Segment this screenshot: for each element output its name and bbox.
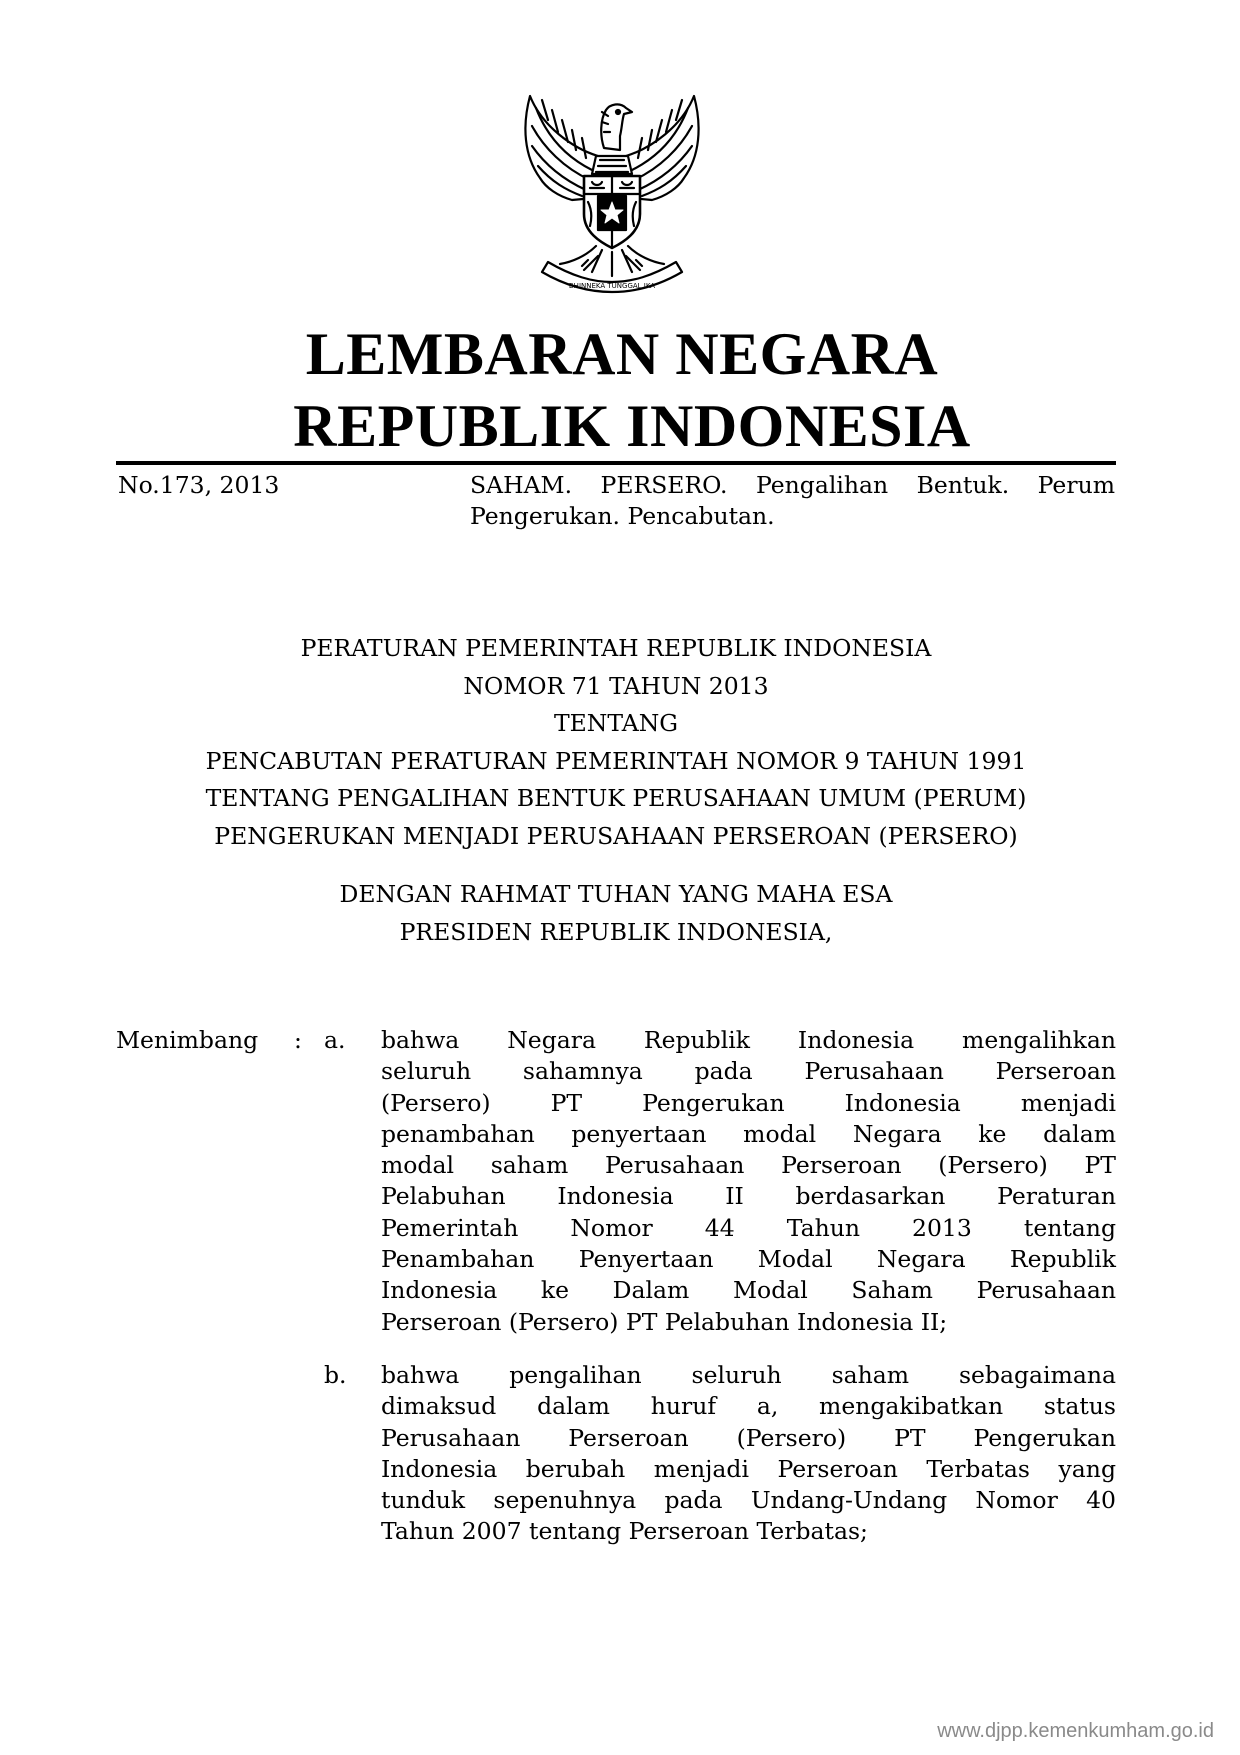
regulation-number: NOMOR 71 TAHUN 2013 <box>463 671 769 700</box>
regulation-about: TENTANG <box>553 709 679 737</box>
issue-topics-line: Pengerukan. Pencabutan. <box>470 502 775 530</box>
masthead-subtitle: REPUBLIK INDONESIA <box>293 393 971 459</box>
consideration-line: seluruh sahamnya pada Perusahaan Perseroan <box>381 1057 1116 1086</box>
president-heading: PRESIDEN REPUBLIK INDONESIA, <box>399 918 833 946</box>
consideration-marker: a. <box>324 1026 346 1054</box>
issue-number: No.173, 2013 <box>118 471 280 499</box>
considerations-label: Menimbang <box>116 1026 259 1054</box>
regulation-subject-line: PENGERUKAN MENJADI PERUSAHAAN PERSEROAN (PERSERO) <box>214 821 1018 850</box>
consideration-line: penambahan penyertaan modal Negara ke dalam <box>381 1119 1116 1148</box>
consideration-marker: b. <box>324 1361 347 1389</box>
consideration-line: (Persero) PT Pengerukan Indonesia menjadi <box>381 1088 1116 1117</box>
masthead-title: LEMBARAN NEGARA <box>305 321 939 387</box>
considerations-colon: : <box>294 1026 302 1054</box>
svg-text:BHINNEKA TUNGGAL IKA: BHINNEKA TUNGGAL IKA <box>568 282 656 290</box>
consideration-text <box>381 1025 1116 1338</box>
footer-url-link[interactable]: www.djpp.kemenkumham.go.id <box>937 1720 1214 1742</box>
regulation-subject-line: TENTANG PENGALIHAN BENTUK PERUSAHAAN UMUM (PERUM) <box>205 784 1027 812</box>
regulation-subject-line: PENCABUTAN PERATURAN PEMERINTAH NOMOR 9 TAHUN 1991 <box>205 746 1027 775</box>
issue-topics <box>470 470 1115 532</box>
consideration-line: Perusahaan Perseroan (Persero) PT Pengerukan <box>381 1423 1116 1452</box>
issue-topics-line: SAHAM. PERSERO. Pengalihan Bentuk. Perum <box>470 471 1115 499</box>
consideration-line: Tahun 2007 tentang Perseroan Terbatas; <box>381 1517 868 1546</box>
consideration-line: modal saham Perusahaan Perseroan (Persero) PT <box>381 1151 1116 1180</box>
consideration-line: bahwa Negara Republik Indonesia mengalihkan <box>381 1026 1116 1054</box>
consideration-line: Perseroan (Persero) PT Pelabuhan Indonesia II; <box>381 1307 948 1336</box>
consideration-line: Pelabuhan Indonesia II berdasarkan Peraturan <box>381 1182 1116 1211</box>
consideration-line: Pemerintah Nomor 44 Tahun 2013 tentang <box>381 1213 1116 1242</box>
consideration-line: Penambahan Penyertaan Modal Negara Republik <box>381 1245 1116 1274</box>
consideration-line: Indonesia ke Dalam Modal Saham Perusahaan <box>381 1276 1116 1305</box>
consideration-line: bahwa pengalihan seluruh saham sebagaimana <box>381 1361 1116 1389</box>
regulation-type: PERATURAN PEMERINTAH REPUBLIK INDONESIA <box>300 634 932 662</box>
preamble <box>116 875 1116 951</box>
consideration-line: Indonesia berubah menjadi Perseroan Terbatas yang <box>381 1454 1116 1483</box>
consideration-line: tunduk sepenuhnya pada Undang-Undang Nomor 40 <box>381 1486 1116 1515</box>
invocation: DENGAN RAHMAT TUHAN YANG MAHA ESA <box>339 880 893 908</box>
garuda-emblem-icon <box>512 86 712 298</box>
consideration-text <box>381 1360 1116 1548</box>
masthead-divider <box>116 461 1116 465</box>
consideration-line: dimaksud dalam huruf a, mengakibatkan status <box>381 1392 1116 1421</box>
regulation-title <box>116 630 1116 855</box>
